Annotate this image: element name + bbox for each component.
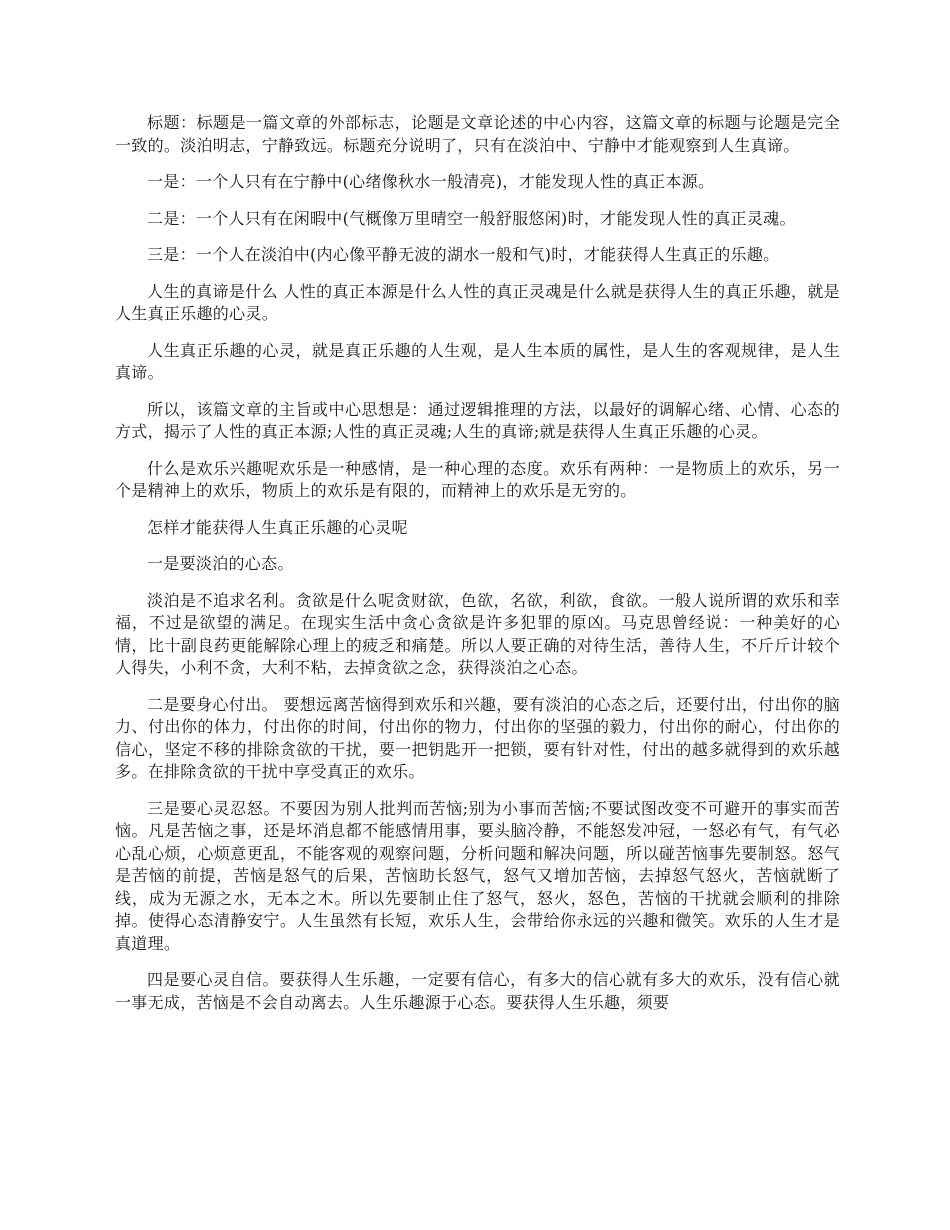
paragraph-point-three: 三是：一个人在淡泊中(内心像平静无波的湖水一般和气)时，才能获得人生真正的乐趣。 bbox=[147, 245, 780, 264]
paragraph-truth-of-life: 人生的真谛是什么 人性的真正本源是什么人性的真正灵魂是什么就是获得人生的真正乐趣，就是人生真正乐趣的心灵。 bbox=[115, 281, 840, 323]
document-body bbox=[115, 112, 840, 1028]
paragraph-main-idea: 所以，该篇文章的主旨或中心思想是：通过逻辑推理的方法，以最好的调解心绪、心情、心态的方式，揭示了人性的真正本源;人性的真正灵魂;人生的真谛;就是获得人生真正乐趣的心灵。 bbox=[115, 399, 840, 441]
paragraph-fourth-method: 四是要心灵自信。要获得人生乐趣，一定要有信心，有多大的信心就有多大的欢乐，没有信心就一事无成，苦恼是不会自动离去。人生乐趣源于心态。要获得人生乐趣，须要 bbox=[115, 970, 840, 1012]
paragraph-what-is-joy: 什么是欢乐兴趣呢欢乐是一种感情，是一种心理的态度。欢乐有两种：一是物质上的欢乐，另一个是精神上的欢乐，物质上的欢乐是有限的，而精神上的欢乐是无穷的。 bbox=[115, 458, 840, 500]
paragraph-point-two: 二是：一个人只有在闲暇中(气概像万里晴空一般舒服悠闲)时，才能发现人性的真正灵魂。 bbox=[147, 208, 796, 228]
paragraph-third-method: 三是要心灵忍怒。不要因为别人批判而苦恼;别为小事而苦恼;不要试图改变不可避开的事实而苦恼。凡是苦恼之事，还是坏消息都不能感情用事，要头脑冷静，不能怒发冲冠，一怒必有气，有气必心乱心烦，心烦意更乱，不能客观的观察问题，分析问题和解决问题，所以碰苦恼事先要制怒。怒气是苦恼的前提，苦恼是怒气的后果，苦恼助长怒气，怒气又增加苦恼，去掉怒气怒火，苦恼就断了线，成为无源之水，无本之木。所以先要制止住了怒气，怒火，怒色，苦恼的干扰就会顺利的排除掉。使得心态清静安宁。人生虽然有长短，欢乐人生，会带给你永远的兴趣和微笑。欢乐的人生才是真道理。 bbox=[115, 798, 840, 953]
paragraph-title-analysis: 标题：标题是一篇文章的外部标志，论题是文章论述的中心内容，这篇文章的标题与论题是完全一致的。淡泊明志，宁静致远。标题充分说明了，只有在淡泊中、宁静中才能观察到人生真谛。 bbox=[115, 113, 840, 155]
paragraph-joyful-soul: 人生真正乐趣的心灵，就是真正乐趣的人生观，是人生本质的属性，是人生的客观规律，是人生真谛。 bbox=[115, 340, 840, 382]
paragraph-indifference: 淡泊是不追求名利。贪欲是什么呢贪财欲，色欲，名欲，利欲，食欲。一般人说所谓的欢乐和幸福，不过是欲望的满足。在现实生活中贪心贪欲是许多犯罪的原凶。马克思曾经说：一种美好的心情，比十副良药更能解除心理上的疲乏和痛楚。所以人要正确的对待生活，善待人生，不斤斤计较个人得失，小利不贪，大利不粘，去掉贪欲之念，获得淡泊之心态。 bbox=[115, 590, 840, 677]
paragraph-first-method: 一是要淡泊的心态。 bbox=[147, 554, 294, 573]
paragraph-second-method: 二是要身心付出。 要想远离苦恼得到欢乐和兴趣，要有淡泊的心态之后，还要付出，付出你的脑力、付出你的体力，付出你的时间，付出你的物力，付出你的坚强的毅力，付出你的耐心，付出你的信心，坚定不移的排除贪欲的干扰，要一把钥匙开一把锁，要有针对性，付出的越多就得到的欢乐越多。在排除贪欲的干扰中享受真正的欢乐。 bbox=[115, 694, 840, 781]
paragraph-how-question: 怎样才能获得人生真正乐趣的心灵呢 bbox=[147, 517, 408, 537]
paragraph-point-one: 一是：一个人只有在宁静中(心绪像秋水一般清亮)，才能发现人性的真正本源。 bbox=[147, 172, 715, 191]
